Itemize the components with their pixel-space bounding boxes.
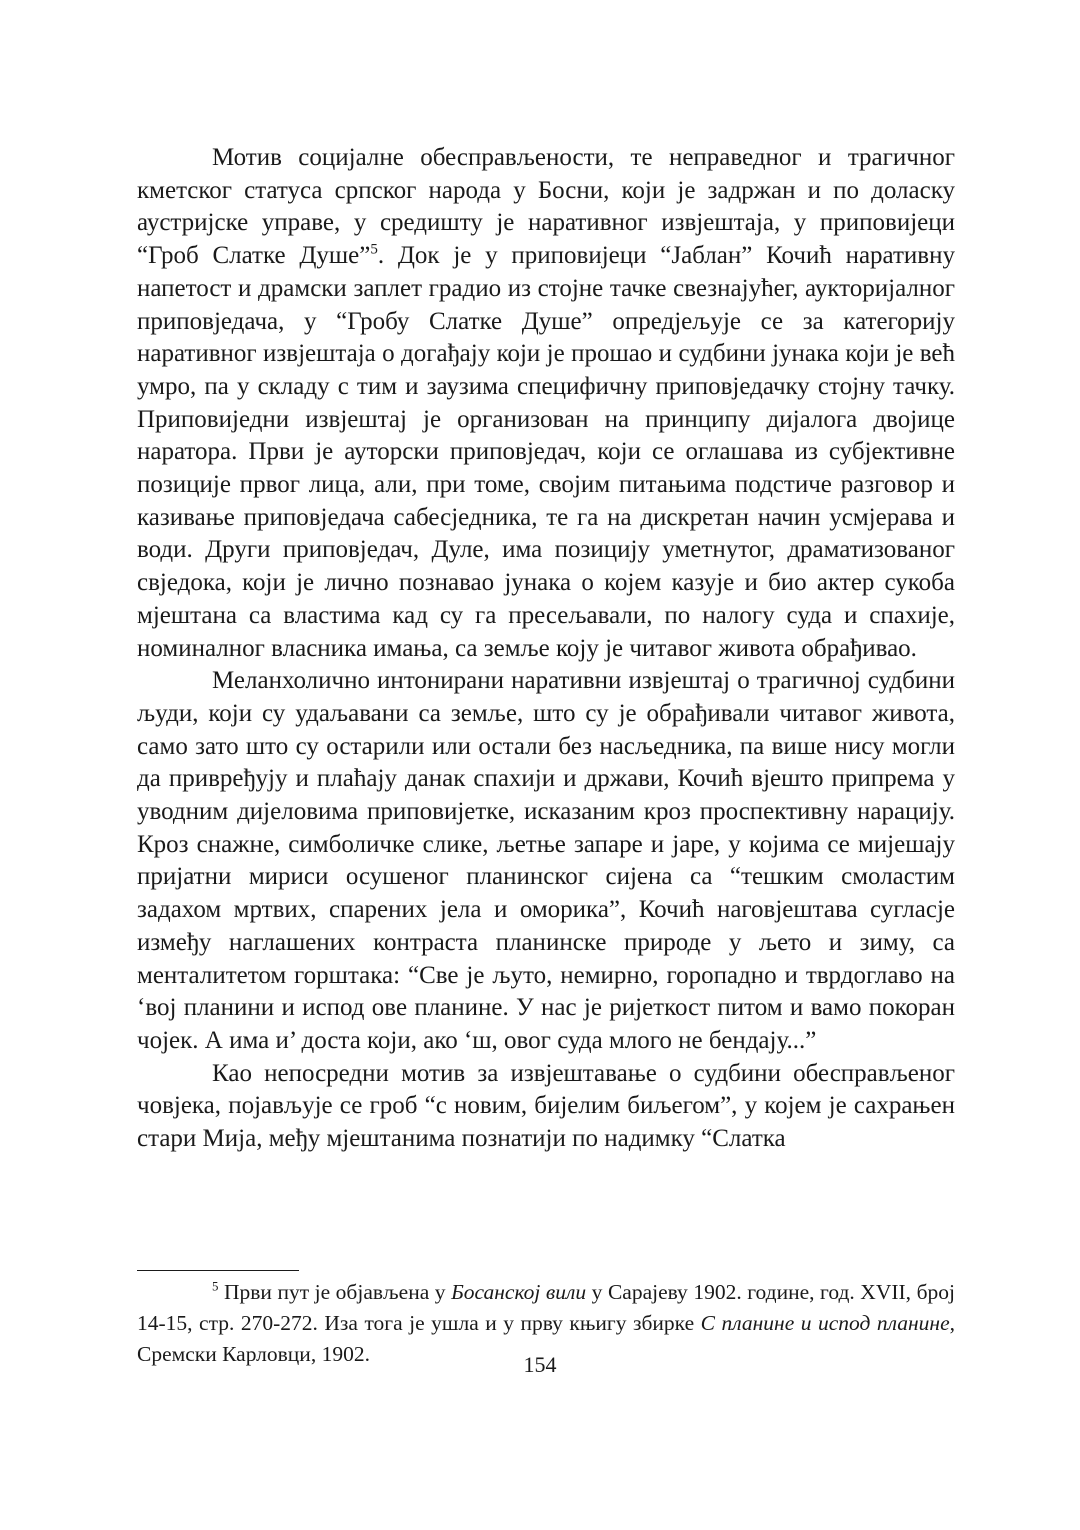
paragraph-3: Као непосредни мотив за извјештавање о судбини обесправљеног човјека, појављује се гроб “с новим, бијелим биљегом”, у којем је сахрањен стари Мија, међу мјештанима познатији по надимку “Слатка bbox=[137, 1059, 955, 1153]
page-number: 154 bbox=[523, 1352, 557, 1377]
footnote-italic-title-2: С планине и испод планине bbox=[700, 1311, 950, 1335]
footnote-text-3: , Сремски Карловци, 1902. bbox=[137, 1311, 956, 1366]
paragraph-1-text-end: . Док је у приповијеци “Јаблан” Кочић наративну напетост и драмски заплет градио из стојне тачке свезнајућег, аукторијалног приповједача, у “Гробу Слатке Душе” опредјељује се за категорију наративног извјештаја о догађају који је прошао и судбини јунака који је већ умро, па у складу с тим и заузима специфичну приповједачку стојну тачку. Приповиједни извјештај је организован на принципу дијалога двојице наратора. Први је ауторски приповједач, који се оглашава из субјективне позиције првог лица, али, при томе, својим питањима подстиче разговор и казивање приповједача сабесједника, те га на дискретан начин усмјерава и води. Други приповједач, Дуле, има позицију уметнутог, драматизованог свједока, који је лично познавао јунака о којем казује и био актер сукоба мјештана са властима кад су га пресељавали, по налогу суда и спахије, номиналног власника имања, са земље коју је читавог живота обрађивао. bbox=[137, 242, 955, 662]
footnote-reference[interactable]: 5 bbox=[370, 241, 378, 258]
footnote-italic-title-1: Босанској вили bbox=[451, 1280, 587, 1304]
paragraph-1-text-start: Мотив социјалне обесправљености, те неправедног и трагичног кметског статуса српског народа у Босни, који је задржан и по доласку аустријске управе, у средишту је наративног извјештаја, у приповијеци “Гроб Слатке Душе” bbox=[137, 144, 955, 270]
paragraph-1 bbox=[137, 142, 955, 665]
footnote-text-1: Први пут је објављена у bbox=[218, 1280, 452, 1304]
footnote-text-2: у Сарајеву 1902. године, год. XVII, број 14-15, стр. 270-272. Иза тога је ушла и у прву књигу збирке bbox=[137, 1280, 955, 1335]
main-text bbox=[137, 142, 955, 1156]
footnote-number: 5 bbox=[212, 1279, 219, 1294]
footnote-separator bbox=[137, 1270, 299, 1271]
paragraph-2: Меланхолично интонирани наративни извјештај о трагичној судбини људи, који су удаљавани са земље, што су је обрађивали читавог живота, само зато што су остарили или остали без насљедника, па више нису могли да привређују и плаћају данак спахији и држави, Кочић вјешто припрема у уводним дијеловима приповијетке, исказаним кроз проспективну нарацију. Кроз снажне, симболичке слике, љетње запаре и јаре, у којима се миjешају пријатни мириси осушеног планинског сијена са “тешким смоластим задахом мртвих, спарених јела и оморика”, Кочић наговјештава сугласје између наглашених контраста планинске природе у љето и зиму, са менталитетом горштака: “Све је љуто, немирно, горопадно и тврдоглаво на ‘вој планини и испод ове планине. У нас је ријеткост питом и вамо покоран чојек. А има и’ доста који, ако ‘ш, овог суда млого не бендају...” bbox=[137, 667, 955, 1054]
